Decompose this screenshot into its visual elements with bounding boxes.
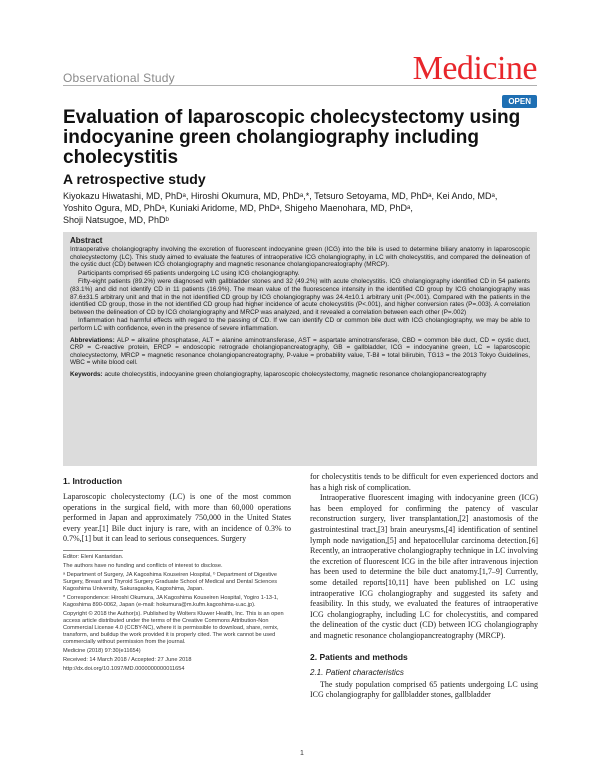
authors-line-1: Kiyokazu Hiwatashi, MD, PhDᵃ, Hiroshi Okumura, MD, PhDᵃ,*, Tetsuro Setoyama, MD, PhDᵃ, Kei Ando, MDᵃ, (63, 191, 498, 201)
abstract-paragraph-2: Participants comprised 65 patients undergoing LC using ICG cholangiography. (78, 269, 300, 277)
abbreviations (70, 337, 530, 367)
left-column (63, 476, 291, 675)
abstract-paragraph-3: Fifty-eight patients (89.2%) were diagnosed with gallbladder stones and 32 (49.2%) with acute cholecystitis. ICG cholangiography identified CD in 54 patients (83.1%) and did not identify CD in 11 patients (16.9%). The mean value of the fluorescence intensity in the identified CD group by ICG cholangiography was 87.6±31.5 arbitrary unit and that in the not identified CD group by ICG cholangiography was 24.4±10.1 arbitrary unit (P<.001). Compared with the patients in the identified CD group, those in the not identified CD group had higher incidence of acute cholecystitis (P<.001), and higher conversion rates (P=.003). A correlation between the delineation of CD by ICG cholangiography and MRCP was analyzed, and it revealed a correlation between each other (P=.002) (70, 278, 530, 316)
author-list (63, 190, 537, 226)
intro-paragraph-2: Intraoperative fluorescent imaging with indocyanine green (ICG) has been employed for confirming the patency of vascular reconstruction surgery, liver transplantation,[2] anastomosis of the gastrointestinal tract,[3] brain aneurysms,[4] identification of sentinel lymph node navigation,[5] and hepatocellular carcinoma detection.[6] Recently, an intraoperative cholangiography technique in LC involving the excretion of fluorescent ICG in the bile after intravenous injection has been used to determine the bile duct anatomy.[1,7–9] Currently, some detailed reports[10,11] have been published on LC using intraoperative ICG cholangiography and suggested its safety and feasibility. In this study, we evaluated the features of intraoperative ICG cholangiography, including LC for cholecystitis, and compared the delineation of the cystic duct (CD) between ICG cholangiography and magnetic resonance cholangiopancreatography (MRCP). (310, 493, 538, 640)
authors-line-3: Shoji Natsugoe, MD, PhDᵇ (63, 215, 169, 225)
footnote-correspondence: * Correspondence: Hiroshi Okumura, JA Kagoshima Kouseiren Hospital, Yogiro 1-13-1, Kagoshima 890-0062, Japan (e-mail: hokumura@m.kufm.kagoshima-u.ac.jp). (63, 594, 279, 608)
keywords (70, 371, 530, 379)
article-title: Evaluation of laparoscopic cholecystectomy using indocyanine green cholangiography including cholecystitis (63, 107, 521, 168)
article-type-label: Observational Study (63, 71, 175, 85)
page-number: 1 (300, 750, 304, 757)
open-access-badge: OPEN (502, 95, 537, 108)
introduction-heading: 1. Introduction (63, 476, 123, 486)
footnote-citation: Medicine (2018) 97:30(e11654) (63, 647, 141, 654)
right-column (310, 472, 538, 701)
footnote-editor: Editor: Eleni Kantaridan. (63, 553, 124, 560)
keywords-text: acute cholecystitis, indocyanine green cholangiography, laparoscopic cholecystectomy, magnetic resonance cholangiopancreatography (104, 370, 487, 378)
abbreviations-label: Abbreviations: (70, 336, 115, 344)
footnote-divider (63, 550, 123, 551)
abstract-paragraph-4: Inflammation had harmful effects with regard to the passing of CD. If we can identify CD or common bile duct with ICG cholangiography, we may be able to perform LC with confidence, even in the presence of severe inflammation. (70, 317, 530, 332)
abstract-paragraph-1: Intraoperative cholangiography involving the excretion of fluorescent indocyanine green (ICG) into the bile is used to determine biliary anatomy in laparoscopic cholecystectomy (LC). This study aimed to evaluate the features of intraoperative ICG cholangiography, in LC with cholecystitis, and compared the delineation of the cystic duct (CD) between ICG cholangiography and magnetic resonance cholangiopancreatography (MRCP). (70, 246, 530, 269)
footnote-dates: Received: 14 March 2018 / Accepted: 27 June 2018 (63, 656, 192, 663)
abbreviations-text: ALP = alkaline phosphatase, ALT = alanine aminotransferase, AST = aspartate aminotransferase, CBD = common bile duct, CD = cystic duct, CRP = C-reactive protein, ERCP = endoscopic retrograde cholangiopancreatography, GB = gallbladder, ICG = indocyanine green, LC = laparoscopic cholecystectomy, MRCP = magnetic resonance cholangiopancreatography, P-value = probability value, T-Bil = total bilirubin, TG13 = the 2013 Tokyo Guidelines, WBC = white blood cell. (70, 336, 530, 367)
abstract-box (63, 232, 537, 466)
abstract-heading: Abstract (70, 236, 103, 245)
methods-paragraph-1: The study population comprised 65 patients undergoing LC using ICG cholangiography for gallbladder stones, gallbladder (310, 679, 538, 700)
footnote-copyright: Copyright © 2018 the Author(s). Published by Wolters Kluwer Health, Inc. This is an open access article distributed under the terms of the Creative Commons Attribution-Non Commercial License 4.0 (CCBY-NC), where it is permissible to download, share, remix, transform, and buildup the work provided it is properly cited. The work cannot be used commercially without permission from the journal. (63, 610, 284, 645)
article-subtitle: A retrospective study (63, 171, 206, 187)
intro-continuation: for cholecystitis tends to be difficult for even experienced doctors and has a high risk of complication. (310, 472, 538, 492)
footnote-doi[interactable]: http://dx.doi.org/10.1097/MD.0000000000011654 (63, 665, 185, 672)
patient-characteristics-heading: 2.1. Patient characteristics (310, 667, 404, 677)
authors-line-2: Yoshito Ogura, MD, PhDᵃ, Kuniaki Aridome, MD, PhDᵃ, Shigeho Maenohara, MD, PhDᵃ, (63, 203, 413, 213)
journal-logo[interactable]: Medicine (412, 50, 537, 87)
footnote-funding: The authors have no funding and conflicts of interest to disclose. (63, 562, 223, 569)
keywords-label: Keywords: (70, 370, 103, 378)
methods-heading: 2. Patients and methods (310, 651, 408, 662)
introduction-paragraph: Laparoscopic cholecystectomy (LC) is one of the most common operations in the surgical field, with more than 60,000 operations performed in Japan and approximately 750,000 in the United States every year.[1] Bile duct injury is rare, with an incidence of 0.3% to 0.7%,[1] but it can lead to serious consequences. Surgery (63, 492, 291, 544)
footnote-affiliations: ᵃ Department of Surgery, JA Kagoshima Kouseiren Hospital, ᵇ Department of Digestive Surgery, Breast and Thyroid Surgery Graduate School of Medical and Dental Sciences Kagoshima University, Sakuragaoka, Kagoshima, Japan. (63, 571, 278, 592)
